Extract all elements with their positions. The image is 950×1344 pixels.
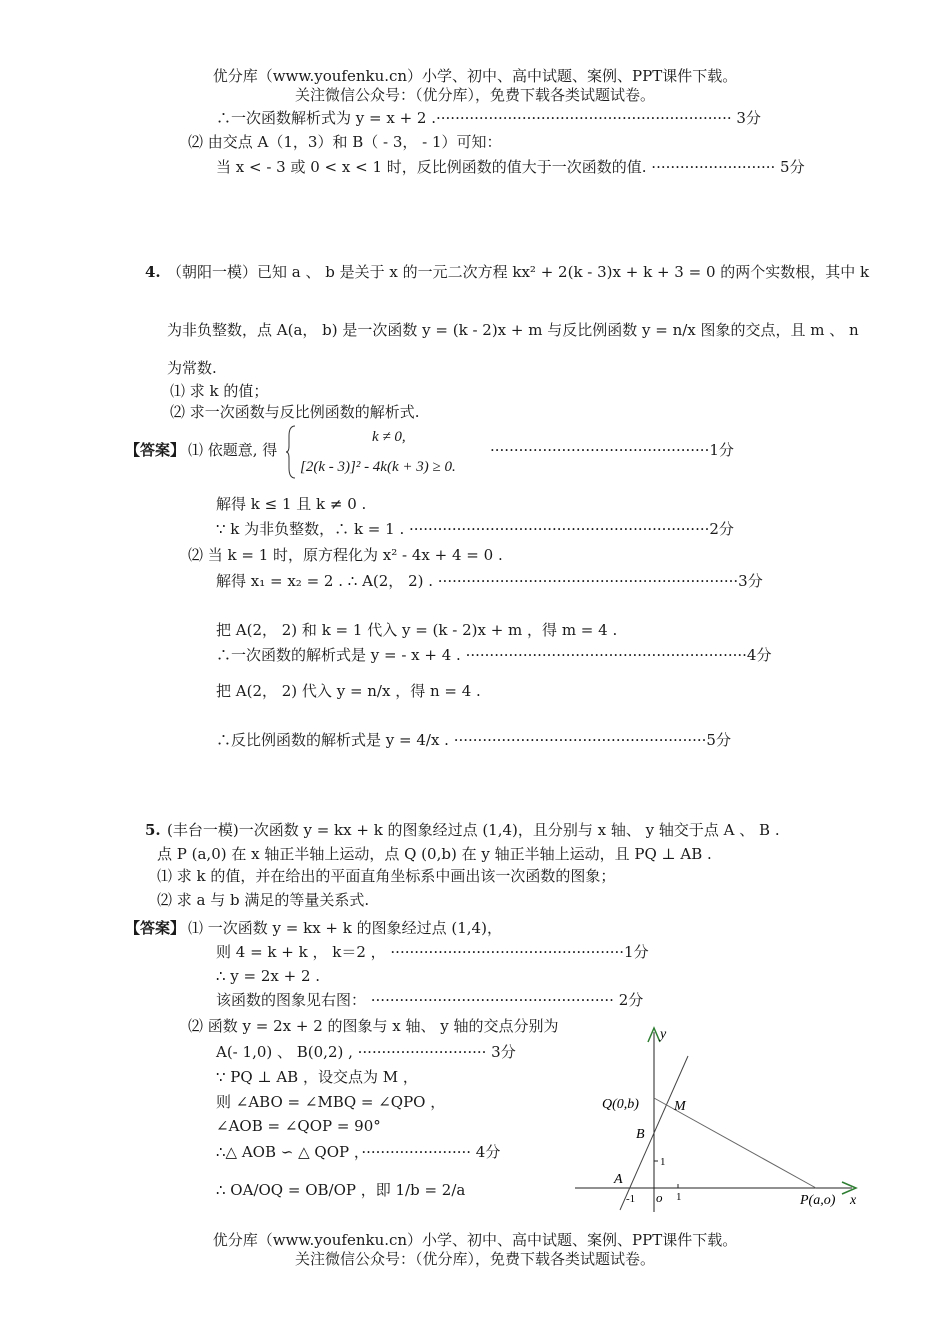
q4-answer-line-8: 把 A(2， 2) 代入 y = n/x ，得 n = 4 . bbox=[216, 682, 481, 700]
origin-label: o bbox=[656, 1190, 663, 1205]
q4-answer-label: 【答案】 bbox=[125, 441, 186, 459]
q5-answer-line-4: 该函数的图象见右图： ··················································· 2分 bbox=[216, 991, 644, 1009]
point-p-label: P(a,o) bbox=[800, 1193, 836, 1208]
q4-stem-line-3: 为常数. bbox=[167, 359, 217, 377]
prev-answer-line-3: 当 x < - 3 或 0 < x < 1 时，反比例函数的值大于一次函数的值. ·························· 5分 bbox=[216, 158, 805, 176]
q5-answer-line-2: 则 4 = k + k ， k＝2 ， ·················································1分 bbox=[216, 943, 649, 961]
q5-answer-line-7: ∵ PQ ⊥ AB ，设交点为 M ， bbox=[216, 1068, 418, 1086]
q4-subquestion-2: ⑵ 求一次函数与反比例函数的解析式. bbox=[170, 403, 420, 421]
q4-system-line-2: [2(k - 3)]² - 4k(k + 3) ≥ 0. bbox=[300, 459, 456, 475]
x-axis-label: x bbox=[850, 1193, 857, 1208]
q4-stem-line-1: （朝阳一模）已知 a 、 b 是关于 x 的一元二次方程 kx² + 2(k - 3)x + k + 3 = 0 的两个实数根，其中 k bbox=[167, 263, 870, 281]
q5-answer-label: 【答案】 bbox=[125, 919, 186, 937]
q5-answer-line-3: ∴ y = 2x + 2 . bbox=[216, 967, 321, 985]
q4-subquestion-1: ⑴ 求 k 的值； bbox=[170, 382, 269, 400]
q5-number: 5. bbox=[145, 821, 161, 839]
q4-answer-line-3: ∵ k 为非负整数，∴ k = 1 . ·······························································2分 bbox=[216, 520, 734, 538]
footer-line-2: 关注微信公众号：（优分库），免费下载各类试题试卷。 bbox=[294, 1250, 655, 1268]
q4-system-brace bbox=[285, 424, 297, 480]
y-axis-label: y bbox=[660, 1027, 667, 1042]
footer-line-1: 优分库（www.youfenku.cn）小学、初中、高中试题、案例、PPT课件下载。 bbox=[212, 1231, 738, 1249]
coordinate-figure bbox=[570, 1020, 870, 1220]
q4-answer-line-7: ∴一次函数的解析式是 y = - x + 4 . ···························································4分 bbox=[216, 646, 772, 664]
q5-answer-line-11: ∴ OA/OQ = OB/OP ，即 1/b = 2/a bbox=[216, 1181, 466, 1199]
q5-answer-line-9: ∠AOB = ∠QOP = 90° bbox=[216, 1117, 381, 1135]
q4-answer-line-5: 解得 x₁ = x₂ = 2 . ∴ A(2， 2) . ·······························································3分 bbox=[216, 572, 763, 590]
q5-answer-line-10: ∴△ AOB ∽ △ QOP ，······················· 4分 bbox=[216, 1143, 501, 1161]
tick-x-1-label: 1 bbox=[676, 1191, 682, 1203]
q4-answer-1-score: ··············································1分 bbox=[490, 441, 734, 459]
point-m-label: M bbox=[674, 1099, 686, 1114]
q5-answer-line-5: ⑵ 函数 y = 2x + 2 的图象与 x 轴、 y 轴的交点分别为 bbox=[188, 1017, 559, 1035]
q4-answer-1-intro: ⑴ 依题意, 得 bbox=[188, 441, 278, 459]
point-q-label: Q(0,b) bbox=[602, 1097, 639, 1112]
q4-answer-line-4: ⑵ 当 k = 1 时，原方程化为 x² - 4x + 4 = 0 . bbox=[188, 546, 503, 564]
q4-stem-line-2: 为非负整数，点 A(a， b) 是一次函数 y = (k - 2)x + m 与反比例函数 y = n/x 图象的交点，且 m 、 n bbox=[167, 321, 859, 339]
header-line-1: 优分库（www.youfenku.cn）小学、初中、高中试题、案例、PPT课件下载。 bbox=[212, 67, 738, 85]
q5-answer-line-6: A(- 1,0) 、 B(0,2) , ··························· 3分 bbox=[216, 1043, 516, 1061]
tick-y-1-label: 1 bbox=[660, 1156, 666, 1168]
point-a-label: A bbox=[614, 1172, 623, 1187]
q4-answer-line-9: ∴反比例函数的解析式是 y = 4/x . ·····················································5分 bbox=[216, 731, 731, 749]
q4-number: 4. bbox=[145, 263, 161, 281]
q4-answer-line-2: 解得 k ≤ 1 且 k ≠ 0 . bbox=[216, 495, 367, 513]
q5-subquestion-2: ⑵ 求 a 与 b 满足的等量关系式. bbox=[157, 891, 370, 909]
q4-system-line-1: k ≠ 0, bbox=[372, 429, 406, 445]
header-line-2: 关注微信公众号：（优分库），免费下载各类试题试卷。 bbox=[294, 86, 655, 104]
tick-x-neg1-label: -1 bbox=[626, 1193, 636, 1205]
q5-subquestion-1: ⑴ 求 k 的值，并在给出的平面直角坐标系中画出该一次函数的图象； bbox=[157, 867, 616, 885]
q4-answer-line-6: 把 A(2， 2) 和 k = 1 代入 y = (k - 2)x + m ，得 m = 4 . bbox=[216, 621, 618, 639]
q5-answer-line-1: ⑴ 一次函数 y = kx + k 的图象经过点 (1,4)， bbox=[188, 919, 502, 937]
prev-answer-line-2: ⑵ 由交点 A（1，3）和 B（ - 3， - 1）可知： bbox=[188, 133, 502, 151]
point-b-label: B bbox=[636, 1127, 645, 1142]
q5-stem-line-1: (丰台一模)一次函数 y = kx + k 的图象经过点 (1,4)，且分别与 x 轴、 y 轴交于点 A 、 B . bbox=[167, 821, 780, 839]
q5-stem-line-2: 点 P (a,0) 在 x 轴正半轴上运动，点 Q (0,b) 在 y 轴正半轴上运动，且 PQ ⊥ AB . bbox=[157, 845, 712, 863]
q5-answer-line-8: 则 ∠ABO = ∠MBQ = ∠QPO ， bbox=[216, 1093, 446, 1111]
prev-answer-line-1: ∴一次函数解析式为 y = x + 2 .······························································ 3分 bbox=[216, 109, 761, 127]
